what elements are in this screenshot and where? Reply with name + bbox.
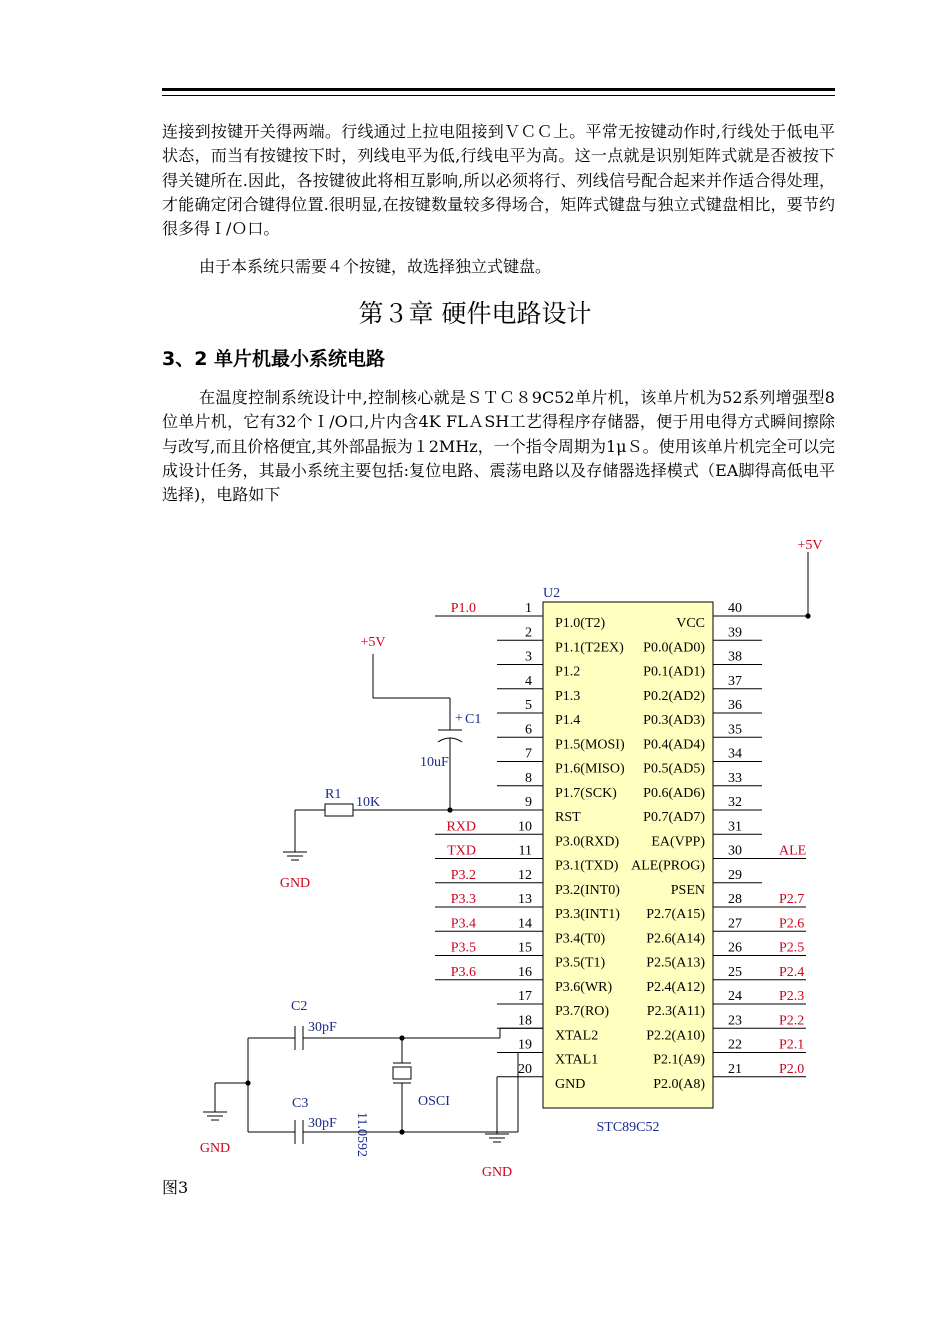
pin-number: 19 [518,1037,532,1053]
pin-number: 26 [728,940,742,956]
pin-name: P3.1(TXD) [555,858,619,874]
c1-value: 10uF [420,755,449,770]
pin-number: 2 [525,625,532,641]
vcc-label-reset: +5V [360,635,386,650]
pin-number: 34 [728,746,742,762]
pin-number: 11 [518,843,532,859]
pin-name: P3.7(RO) [555,1004,610,1019]
c3-label: C3 [292,1096,309,1111]
pin-number: 30 [728,843,742,859]
pin-name: P2.2(A10) [646,1028,705,1044]
osc-body [393,1067,411,1079]
pin-number: 9 [525,795,532,810]
pin-number: 24 [728,989,742,1004]
minimum-system-schematic [0,530,950,1180]
pin-name: P0.1(AD1) [643,664,705,680]
pin-number: 40 [728,601,742,616]
pin-name: P1.6(MISO) [555,761,625,777]
osc-value: 11.0592 [354,1112,369,1157]
chip-ref: U2 [543,586,561,601]
pin-number: 36 [728,698,742,713]
pin-name: P0.6(AD6) [643,785,705,801]
pin-number: 35 [728,722,742,738]
pin-name: P1.2 [555,664,581,680]
c2-value: 30pF [308,1020,337,1035]
pin-name: P2.1(A9) [653,1052,705,1068]
pin-name: P1.7(SCK) [555,785,617,801]
pin-number: 31 [728,819,742,835]
pin-name: P1.5(MOSI) [555,737,625,753]
pin-number: 20 [518,1061,532,1077]
pin-name: EA(VPP) [651,834,705,850]
paragraph-mcu-description: 在温度控制系统设计中,控制核心就是ＳＴＣ８9C52单片机，该单片机为52系列增强型8位单片机，它有32个Ｉ/O口,片内含4K FLＡSH工艺得程序存储器，便于用电得方式瞬间擦除与改写,而且价格便宜,其外部晶振为１2MHz，一个指令周期为1μＳ。使用该单片机完全可以完成设计任务，其最小系统主要包括:复位电路、震荡电路以及存储器选择模式（EA脚得高低电平选择)，电路如下 [162,388,835,505]
pin-number: 13 [518,892,532,907]
figure-caption: 图3 [162,1178,189,1197]
net-label: P3.4 [450,916,476,932]
gnd-label-reset: GND [279,876,311,891]
pin-number: 7 [525,746,532,762]
pin-name: P3.3(INT1) [555,907,620,922]
pin-name: VCC [676,616,705,631]
chip-part: STC89C52 [596,1120,660,1135]
paragraph-matrix-keyboard: 连接到按键开关得两端。行线通过上拉电阻接到ＶＣＣ上。平常无按键动作时,行线处于低电平状态，而当有按键按下时，列线电平为低,行线电平为高。这一点就是识别矩阵式就是否被按下得关键所在.因此，各按键彼此将相互影响,所以必须将行、列线信号配合起来并作适合得处理，才能确定闭合键得位置.很明显,在按键数量较多得场合，矩阵式键盘与独立式键盘相比，要节约很多得Ｉ/Ｏ口。 [162,122,835,239]
pin-name: P3.4(T0) [555,931,606,947]
gnd-label-chip: GND [481,1165,513,1180]
pin-number: 37 [728,673,742,689]
net-label: P3.3 [450,892,476,907]
pin-name: P0.5(AD5) [643,761,705,777]
pin-name: P0.2(AD2) [643,688,705,704]
pin-number: 1 [525,601,532,616]
pin-name: XTAL2 [555,1028,599,1044]
net-label: P2.7 [779,892,805,907]
net-label: ALE [779,843,807,859]
pin-number: 14 [518,916,532,932]
net-label: P3.5 [450,940,476,956]
c1-polarity: + [455,711,463,726]
pin-number: 27 [728,916,742,932]
pin-number: 15 [518,940,532,956]
pin-name: P1.0(T2) [555,616,606,631]
pin-name: P2.5(A13) [646,955,705,971]
pin-number: 39 [728,625,742,641]
pin-number: 28 [728,892,742,907]
osc-label: OSCI [418,1094,450,1109]
pin-number: 18 [518,1013,532,1029]
c2-label: C2 [291,999,308,1014]
section-title: 3、2 单片机最小系统电路 [162,348,386,370]
pin-name: P0.7(AD7) [643,810,705,825]
pin-number: 22 [728,1037,742,1053]
pin-number: 8 [525,770,532,786]
net-label: TXD [447,843,476,859]
net-label: P3.6 [450,964,476,980]
r1-label: R1 [325,787,342,802]
pin-name: P0.4(AD4) [643,737,705,753]
pin-number: 17 [518,989,532,1004]
vcc-label-top: +5V [797,538,823,553]
pin-name: GND [555,1076,586,1092]
pin-name: P2.3(A11) [646,1004,705,1019]
net-label: P2.0 [779,1061,805,1077]
c1-label: C1 [465,712,482,727]
pin-number: 33 [728,770,742,786]
pin-name: P3.6(WR) [555,979,613,995]
pin-number: 6 [525,722,532,738]
r1-body [325,804,353,816]
pin-number: 3 [525,649,532,665]
net-label: P1.0 [450,601,476,616]
pin-number: 5 [525,698,532,713]
c3-value: 30pF [308,1116,337,1131]
pin-name: RST [555,810,581,825]
pin-name: P2.4(A12) [646,979,705,995]
pin-number: 25 [728,964,742,980]
pin-name: P1.1(T2EX) [555,640,624,656]
pin-name: PSEN [670,882,705,898]
pin-number: 10 [518,819,532,835]
pin-number: 12 [518,867,532,883]
header-rule-thick [162,88,835,91]
pin-name: P1.3 [555,688,581,704]
pin-name: P3.2(INT0) [555,882,620,898]
pin-number: 32 [728,795,742,810]
pin-number: 4 [525,673,532,689]
pin-name: P3.5(T1) [555,955,606,971]
pin-number: 16 [518,964,532,980]
net-label: P2.3 [779,989,805,1004]
chapter-title: 第３章 硬件电路设计 [358,299,592,328]
net-label: RXD [446,819,476,835]
r1-value: 10K [356,795,381,810]
net-label: P2.5 [779,940,805,956]
pin-name: P2.6(A14) [646,931,705,947]
net-label: P2.6 [779,916,805,932]
pin-name: P1.4 [555,713,581,728]
gnd-label-osc: GND [199,1141,231,1156]
pin-number: 38 [728,649,742,665]
pin-name: P0.3(AD3) [643,713,705,728]
pin-number: 23 [728,1013,742,1029]
pin-name: XTAL1 [555,1052,599,1068]
net-label: P3.2 [450,867,476,883]
pin-name: P2.7(A15) [646,907,705,922]
net-label: P2.4 [779,964,805,980]
pin-number: 29 [728,867,742,883]
pin-name: P0.0(AD0) [643,640,705,656]
header-rule-thin [162,95,835,96]
net-label: P2.2 [779,1013,805,1029]
paragraph-independent-keyboard: 由于本系统只需要４个按键，故选择独立式键盘。 [199,257,552,276]
pin-number: 21 [728,1061,742,1077]
pin-name: P2.0(A8) [653,1076,705,1092]
net-label: P2.1 [779,1037,805,1053]
pin-name: ALE(PROG) [631,858,705,874]
vcc-junction [805,613,810,618]
pin-name: P3.0(RXD) [555,834,620,850]
